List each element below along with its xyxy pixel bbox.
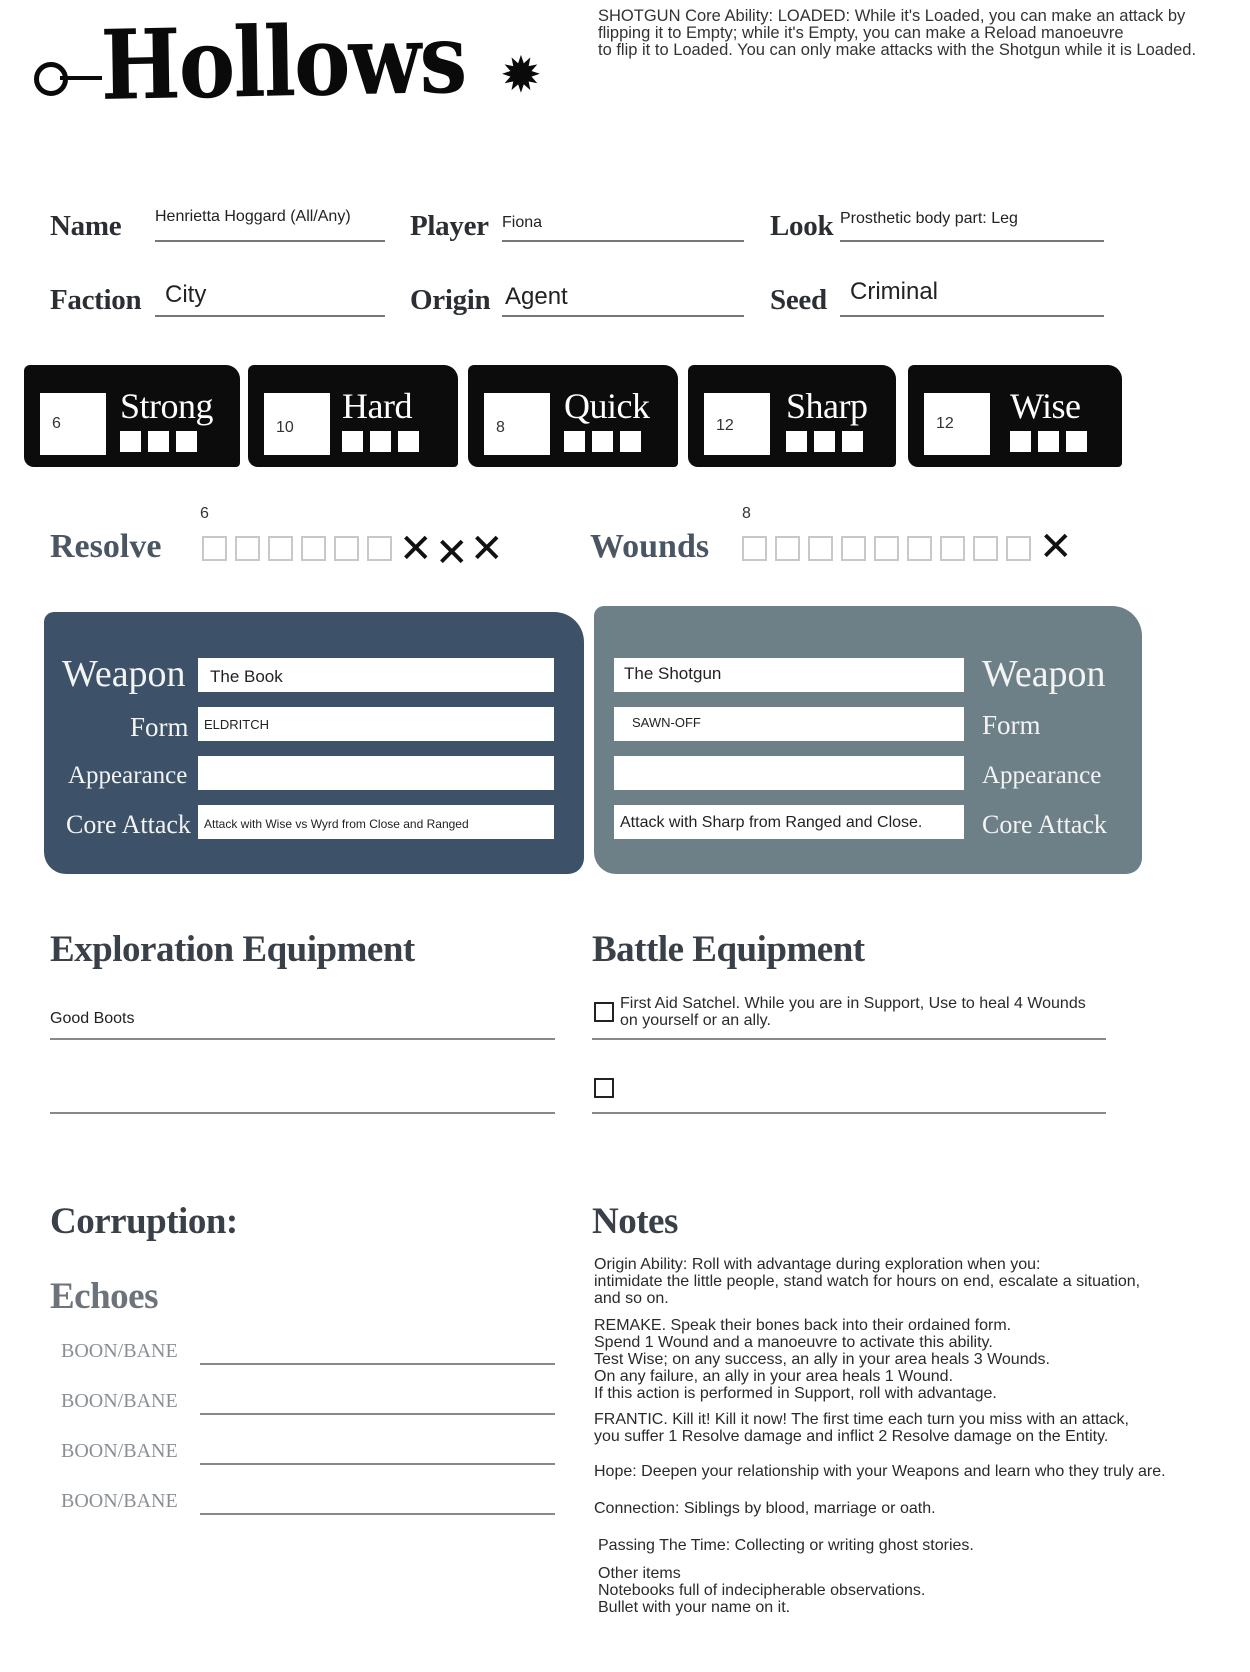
stat-name: Quick	[564, 386, 650, 426]
weapon-appearance-field[interactable]	[614, 756, 964, 790]
resolve-box[interactable]	[202, 536, 227, 561]
notes-frantic	[594, 1411, 1129, 1445]
weapon-name-value: The Shotgun	[624, 664, 722, 683]
weapon-core-attack-value: Attack with Wise vs Wyrd from Close and Ranged	[204, 817, 469, 831]
weapon-form-field[interactable]	[614, 707, 964, 741]
stat-value: 6	[52, 415, 61, 432]
weapon-core-attack-value: Attack with Sharp from Ranged and Close.	[620, 814, 923, 831]
weapon-label: Weapon	[62, 653, 186, 695]
echo-field[interactable]	[200, 1463, 555, 1465]
stat-checkbox[interactable]	[786, 431, 807, 452]
stat-checkbox[interactable]	[148, 431, 169, 452]
shotgun-core-ability	[598, 8, 1248, 59]
note-line: Spend 1 Wound and a manoeuvre to activate this ability.	[594, 1334, 993, 1351]
wounds-crossed-box[interactable]: ✕	[1039, 524, 1073, 570]
notes-connection	[594, 1500, 936, 1517]
note-line: Connection: Siblings by blood, marriage or oath.	[594, 1500, 936, 1517]
battle-item-line: First Aid Satchel. While you are in Support, Use to heal 4 Wounds	[620, 995, 1086, 1012]
note-line: and so on.	[594, 1290, 669, 1307]
weapon-form-value: SAWN-OFF	[632, 715, 701, 730]
battle-item-checkbox[interactable]	[594, 1002, 614, 1022]
origin-field-line	[502, 315, 744, 317]
logo-title: Hollows	[99, 1, 467, 122]
resolve-track	[202, 526, 512, 576]
stat-checkbox[interactable]	[370, 431, 391, 452]
faction-label: Faction	[50, 284, 142, 316]
wounds-box[interactable]	[1006, 536, 1031, 561]
note-line: intimidate the little people, stand watch for hours on end, escalate a situation,	[594, 1273, 1141, 1290]
weapon-panel-left	[44, 612, 584, 874]
resolve-box[interactable]	[334, 536, 359, 561]
stat-checkbox[interactable]	[120, 431, 141, 452]
weapon-name-field[interactable]	[198, 658, 554, 692]
resolve-box[interactable]	[367, 536, 392, 561]
look-value[interactable]: Prosthetic body part: Leg	[840, 210, 1018, 227]
wounds-box[interactable]	[907, 536, 932, 561]
resolve-crossed-box[interactable]: ✕	[399, 526, 433, 572]
resolve-box[interactable]	[301, 536, 326, 561]
note-line: you suffer 1 Resolve damage and inflict 2 Resolve damage on the Entity.	[594, 1428, 1109, 1445]
stat-checkbox[interactable]	[398, 431, 419, 452]
exploration-item-line	[50, 1038, 555, 1040]
note-line: Hope: Deepen your relationship with your Weapons and learn who they truly are.	[594, 1463, 1166, 1480]
stat-name: Hard	[342, 386, 412, 426]
note-line: Origin Ability: Roll with advantage during exploration when you:	[594, 1256, 1041, 1273]
stat-checkbox[interactable]	[592, 431, 613, 452]
weapon-core-attack-field[interactable]	[198, 805, 554, 839]
wounds-box[interactable]	[940, 536, 965, 561]
battle-equipment-title: Battle Equipment	[592, 929, 865, 970]
stat-checkbox[interactable]	[1066, 431, 1087, 452]
wounds-box[interactable]	[973, 536, 998, 561]
stat-value: 10	[276, 419, 294, 436]
name-value[interactable]: Henrietta Hoggard (All/Any)	[155, 208, 351, 225]
core-ability-line: SHOTGUN Core Ability: LOADED: While it's Loaded, you can make an attack by	[598, 7, 1186, 25]
notes-hope	[594, 1463, 1166, 1480]
form-label: Form	[130, 712, 189, 742]
corruption-label: Corruption:	[50, 1201, 238, 1242]
faction-field-line	[155, 315, 385, 317]
stat-sharp	[688, 365, 896, 467]
stat-checkbox[interactable]	[842, 431, 863, 452]
seed-label: Seed	[770, 284, 827, 316]
battle-item-line-divider	[592, 1038, 1106, 1040]
resolve-crossed-box[interactable]: ✕	[470, 526, 504, 572]
stat-checkbox[interactable]	[620, 431, 641, 452]
notes-other-items	[598, 1565, 925, 1616]
battle-item[interactable]	[620, 995, 1086, 1029]
player-field-line	[502, 240, 744, 242]
faction-value[interactable]: City	[165, 281, 207, 308]
echo-field[interactable]	[200, 1413, 555, 1415]
note-line: FRANTIC. Kill it! Kill it now! The first time each turn you miss with an attack,	[594, 1411, 1129, 1428]
weapon-label: Weapon	[982, 653, 1106, 695]
wounds-box[interactable]	[808, 536, 833, 561]
stat-checkbox[interactable]	[564, 431, 585, 452]
echo-boon-bane-label: BOON/BANE	[61, 1440, 178, 1462]
wounds-box[interactable]	[775, 536, 800, 561]
resolve-crossed-box[interactable]: ✕	[435, 530, 469, 576]
stat-name: Strong	[120, 386, 214, 426]
name-field-line	[155, 240, 385, 242]
stat-hard	[248, 365, 458, 467]
stat-value-box[interactable]	[40, 393, 106, 455]
battle-item-line: on yourself or an ally.	[620, 1012, 771, 1029]
core-attack-label: Core Attack	[982, 810, 1107, 839]
seed-field-line	[840, 315, 1104, 317]
note-line: Other items	[598, 1565, 681, 1582]
stat-name: Sharp	[786, 386, 868, 426]
note-line: Bullet with your name on it.	[598, 1599, 791, 1616]
exploration-item[interactable]: Good Boots	[50, 1010, 135, 1027]
weapon-appearance-field[interactable]	[198, 756, 554, 790]
origin-value[interactable]: Agent	[505, 283, 568, 310]
stat-value: 12	[936, 415, 954, 432]
exploration-equipment-title: Exploration Equipment	[50, 929, 415, 970]
echo-boon-bane-label: BOON/BANE	[61, 1490, 178, 1512]
echoes-title: Echoes	[50, 1276, 158, 1317]
seed-value[interactable]: Criminal	[850, 278, 939, 305]
wounds-max: 8	[742, 505, 751, 522]
logo-divider	[60, 76, 102, 80]
stat-name: Wise	[1010, 386, 1081, 426]
echo-field[interactable]	[200, 1513, 555, 1515]
notes-title: Notes	[592, 1201, 678, 1242]
wounds-box[interactable]	[841, 536, 866, 561]
note-line: Notebooks full of indecipherable observations.	[598, 1582, 926, 1599]
echo-field[interactable]	[200, 1363, 555, 1365]
weapon-form-value: ELDRITCH	[204, 717, 270, 732]
resolve-max: 6	[200, 505, 209, 522]
player-label: Player	[410, 210, 489, 242]
look-field-line	[840, 240, 1104, 242]
wounds-label: Wounds	[590, 528, 710, 565]
hollows-logo	[30, 1, 550, 150]
weapon-form-field[interactable]	[198, 707, 554, 741]
notes-passing-the-time	[598, 1537, 974, 1554]
look-label: Look	[770, 210, 834, 242]
note-line: If this action is performed in Support, roll with advantage.	[594, 1385, 997, 1402]
wounds-track	[742, 524, 1082, 572]
appearance-label: Appearance	[68, 762, 188, 789]
appearance-label: Appearance	[982, 762, 1102, 789]
stat-value-box[interactable]	[704, 393, 770, 455]
stat-quick	[468, 365, 678, 467]
core-ability-line: to flip it to Loaded. You can only make attacks with the Shotgun while it is Loaded.	[598, 41, 1197, 59]
echo-boon-bane-label: BOON/BANE	[61, 1390, 178, 1412]
form-label: Form	[982, 710, 1041, 740]
wounds-box[interactable]	[874, 536, 899, 561]
weapon-core-attack-field[interactable]	[614, 805, 964, 839]
battle-item-line-divider	[592, 1112, 1106, 1114]
stat-checkbox[interactable]	[1038, 431, 1059, 452]
stat-value-box[interactable]	[484, 393, 550, 455]
stat-value-box[interactable]	[264, 393, 330, 455]
name-label: Name	[50, 210, 122, 242]
stat-value: 8	[496, 419, 505, 436]
note-line: On any failure, an ally in your area heals 1 Wound.	[594, 1368, 954, 1385]
note-line: REMAKE. Speak their bones back into their ordained form.	[594, 1317, 1012, 1334]
weapon-panel-right	[594, 606, 1142, 874]
sun-icon: ✹	[500, 47, 542, 103]
resolve-label: Resolve	[50, 528, 162, 565]
resolve-box[interactable]	[235, 536, 260, 561]
note-line: Passing The Time: Collecting or writing ghost stories.	[598, 1537, 974, 1554]
notes-remake	[594, 1317, 1050, 1402]
note-line: Test Wise; on any success, an ally in your area heals 3 Wounds.	[594, 1351, 1050, 1368]
notes-origin-ability	[594, 1256, 1140, 1307]
battle-item-checkbox[interactable]	[594, 1078, 614, 1098]
wounds-box[interactable]	[742, 536, 767, 561]
exploration-item-line	[50, 1112, 555, 1114]
stat-value-box[interactable]	[924, 393, 990, 455]
stat-checkbox[interactable]	[814, 431, 835, 452]
player-value[interactable]: Fiona	[502, 214, 543, 231]
resolve-box[interactable]	[268, 536, 293, 561]
origin-label: Origin	[410, 284, 491, 316]
stat-checkbox[interactable]	[1010, 431, 1031, 452]
stat-wise	[908, 365, 1122, 467]
weapon-name-field[interactable]	[614, 658, 964, 692]
echo-boon-bane-label: BOON/BANE	[61, 1340, 178, 1362]
weapon-name-value: The Book	[210, 667, 283, 686]
core-attack-label: Core Attack	[66, 810, 191, 839]
core-ability-line: flipping it to Empty; while it's Empty, you can make a Reload manoeuvre	[598, 24, 1124, 42]
stat-value: 12	[716, 417, 734, 434]
stat-checkbox[interactable]	[176, 431, 197, 452]
stat-strong	[24, 365, 240, 467]
stat-checkbox[interactable]	[342, 431, 363, 452]
